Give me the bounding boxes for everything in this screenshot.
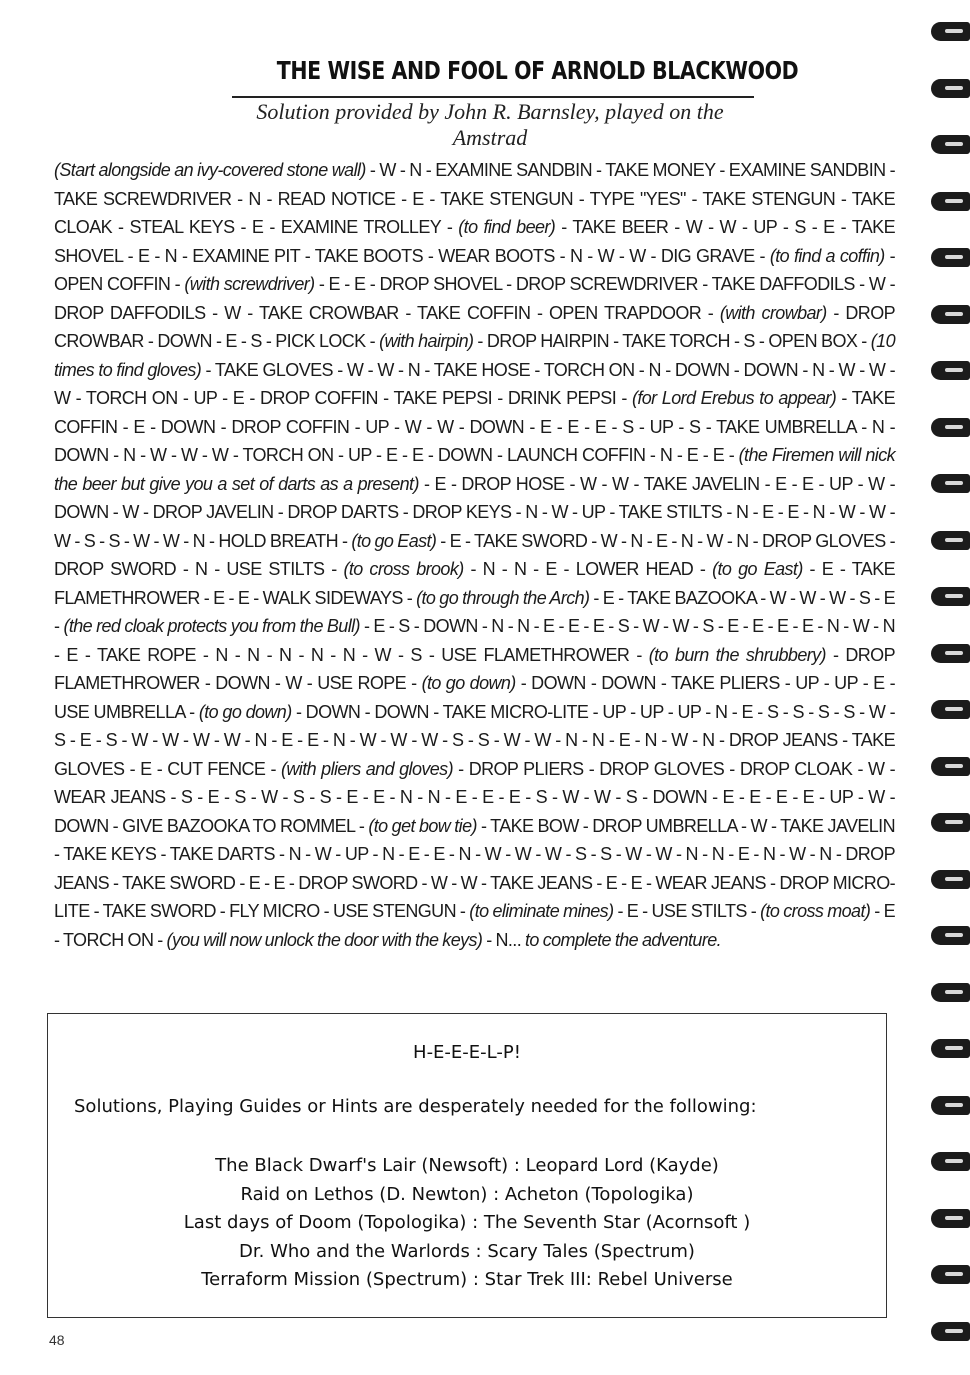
solution-hint: (to eliminate mines)	[469, 901, 614, 921]
solution-hint: (to get bow tie)	[368, 815, 477, 836]
solution-steps: - TAKE COFFIN - E - DOWN - DROP COFFIN - UP - W - W - DOWN - E - E - E - S - UP - S - TAKE UMBRELLA - N - DOWN - N - W - W - W - TORCH ON - UP - E - E - DOWN - LAUNCH COFFIN - N - E - E -	[54, 388, 895, 465]
solution-steps: - TAKE BEER - W - W - UP - S - E - TAKE SHOVEL - E - N - EXAMINE PIT - TAKE BOOTS - WEAR BOOTS - N - W - W - DIG GRAVE -	[54, 217, 895, 266]
help-list	[48, 1152, 886, 1295]
solution-hint: (with hairpin)	[379, 331, 474, 351]
solution-steps: - E - TAKE BAZOOKA - W - W - W - S - E -	[54, 587, 895, 636]
binding-coil	[931, 531, 970, 550]
solution-hint: (10 times to find gloves)	[54, 331, 895, 380]
binding-coil	[931, 22, 970, 41]
binding-coil	[931, 870, 970, 889]
binding-coil	[931, 1209, 970, 1228]
help-item: Raid on Lethos (D. Newton) : Acheton (Topologika)	[240, 1183, 694, 1205]
binding-coil	[931, 79, 970, 98]
help-item: Dr. Who and the Warlords : Scary Tales (Spectrum)	[239, 1240, 695, 1262]
solution-steps: - E - TAKE FLAMETHROWER - E - E - WALK SIDEWAYS -	[54, 559, 896, 608]
solution-hint: (with crowbar)	[719, 302, 827, 323]
solution-steps: - DOWN - DOWN - TAKE MICRO-LITE - UP - UP - UP - N - E - S - S - S - S - W - S - E - S - W - W - W - W - N - E - E - N - W - W - W - S - S - W - W - N - N - E - N - W - N - DROP JEANS - TAKE GLOVES - E - CUT FENCE -	[54, 701, 896, 779]
solution-steps: - N...	[482, 929, 526, 950]
solution-steps: - DROP PLIERS - DROP GLOVES - DROP CLOAK - W - WEAR JEANS - S - E - S - W - S - S - E - E - N - N - E - E - E - S - W - W - S - DOWN - E - E - E - E - UP - W - DOWN - GIVE BAZOOKA TO ROMMEL -	[54, 758, 895, 836]
solution-steps: - E - USE STILTS -	[613, 901, 761, 921]
solution-hint: (to find a coffin)	[769, 245, 885, 266]
subtitle: Solution provided by John R. Barnsley, played on the Amstrad	[256, 99, 724, 150]
help-title: H-E-E-E-L-P!	[413, 1042, 521, 1063]
solution-steps: - TAKE GLOVES - W - W - N - TAKE HOSE - TORCH ON - N - DOWN - DOWN - N - W - W - W - TORCH ON - UP - E - DROP COFFIN - TAKE PEPSI - DRINK PEPSI -	[54, 359, 896, 408]
binding-coil	[931, 757, 970, 776]
solution-steps: - E - TAKE SWORD - W - N - E - N - W - N - DROP GLOVES - DROP SWORD - N - USE STILTS -	[54, 530, 895, 579]
solution-hint: (to burn the shrubbery)	[648, 644, 826, 665]
title-rule	[232, 96, 754, 98]
solution-hint: (to find beer)	[458, 217, 556, 237]
solution-steps: - TAKE BOW - DROP UMBRELLA - W - TAKE JAVELIN - TAKE KEYS - TAKE DARTS - N - W - UP - N - E - E - N - W - W - W - S - S - W - W - N - N - E - N - W - N - DROP JEANS - TAKE SWORD - E - E - DROP SWORD - W - W - TAKE JEANS - E - E - WEAR JEANS - DROP MICRO-LITE - TAKE SWORD - FLY MICRO - USE STENGUN -	[54, 815, 895, 921]
solution-hint: (Start alongside an ivy-covered stone wall)	[54, 160, 366, 180]
solution-steps: - E - TORCH ON -	[54, 901, 895, 950]
solution-hint: (to cross moat)	[760, 901, 871, 921]
solution-hint: to complete the adventure.	[525, 929, 722, 950]
binding-coil	[931, 418, 970, 437]
binding-coil	[931, 1265, 970, 1284]
solution-hint: (to cross brook)	[343, 559, 464, 579]
binding-coil	[931, 474, 970, 493]
binding-coil	[931, 587, 970, 606]
solution-hint: (you will now unlock the door with the keys)	[166, 929, 483, 950]
solution-hint: (for Lord Erebus to appear)	[631, 388, 837, 408]
binding-coil	[931, 135, 970, 154]
binding-coil	[931, 700, 970, 719]
binding-coil	[931, 983, 970, 1002]
solution-text	[54, 156, 895, 954]
spiral-binding	[925, 0, 970, 1375]
help-box	[47, 1013, 887, 1318]
help-item: The Black Dwarf's Lair (Newsoft) : Leopard Lord (Kayde)	[215, 1155, 719, 1176]
solution-steps: - W - N - EXAMINE SANDBIN - TAKE MONEY - EXAMINE SANDBIN - TAKE SCREWDRIVER - N - READ NOTICE - E - TAKE STENGUN - TYPE "YES" - TAKE STENGUN - TAKE CLOAK - STEAL KEYS - E - EXAMINE TROLLEY -	[54, 160, 895, 237]
binding-coil	[931, 305, 970, 324]
solution-steps: - E - E - DROP SHOVEL - DROP SCREWDRIVER - TAKE DAFFODILS - W - DROP DAFFODILS - W - TAKE CROWBAR - TAKE COFFIN - OPEN TRAPDOOR -	[54, 274, 895, 323]
binding-coil	[931, 926, 970, 945]
solution-hint: (with screwdriver)	[184, 274, 315, 294]
solution-hint: (with pliers and gloves)	[281, 758, 453, 779]
solution-hint: (to go down)	[198, 701, 292, 722]
page-title: THE WISE AND FOOL OF ARNOLD BLACKWOOD	[276, 56, 799, 85]
binding-coil	[931, 248, 970, 267]
binding-coil	[931, 1096, 970, 1115]
solution-steps: - DROP CROWBAR - DOWN - E - S - PICK LOCK -	[54, 302, 896, 351]
binding-coil	[931, 1152, 970, 1171]
help-item: Last days of Doom (Topologika) : The Seventh Star (Acornsoft )	[183, 1212, 751, 1233]
solution-steps: - DOWN - DOWN - TAKE PLIERS - UP - UP - E - USE UMBRELLA -	[54, 673, 895, 722]
solution-hint: (to go through the Arch)	[416, 587, 590, 608]
solution-steps: - E - DROP HOSE - W - W - TAKE JAVELIN - E - E - UP - W - DOWN - W - DROP JAVELIN - DROP DARTS - DROP KEYS - N - W - UP - TAKE STILTS - N - E - E - N - W - W - W - S - S - W - W - N - HOLD BREATH -	[54, 473, 895, 551]
binding-coil	[931, 813, 970, 832]
solution-hint: (the Firemen will nick the beer but give you a set of darts as a present)	[54, 445, 895, 494]
page-number: 48	[49, 1332, 65, 1348]
solution-steps: - DROP HAIRPIN - TAKE TORCH - S - OPEN BOX -	[473, 331, 871, 351]
solution-hint: (to go East)	[351, 530, 437, 551]
solution-steps: - E - S - DOWN - N - N - E - E - E - S - W - W - S - E - E - E - E - N - W - N - E - TAKE ROPE - N - N - N - N - N - W - S - USE FLAMETHROWER -	[54, 616, 896, 665]
solution-hint: (to go East)	[712, 559, 803, 579]
help-intro: Solutions, Playing Guides or Hints are desperately needed for the following:	[74, 1096, 757, 1117]
solution-hint: (to go down)	[421, 673, 516, 693]
binding-coil	[931, 1039, 970, 1058]
binding-coil	[931, 192, 970, 211]
solution-steps: - DROP FLAMETHROWER - DOWN - W - USE ROPE -	[54, 644, 895, 693]
solution-hint: (the red cloak protects you from the Bull)	[63, 616, 360, 636]
help-item: Terraform Mission (Spectrum) : Star Trek III: Rebel Universe	[201, 1269, 733, 1290]
binding-coil	[931, 1322, 970, 1341]
binding-coil	[931, 361, 970, 380]
binding-coil	[931, 644, 970, 663]
solution-steps: - OPEN COFFIN -	[54, 245, 895, 294]
solution-steps: - N - N - E - LOWER HEAD -	[463, 559, 713, 579]
